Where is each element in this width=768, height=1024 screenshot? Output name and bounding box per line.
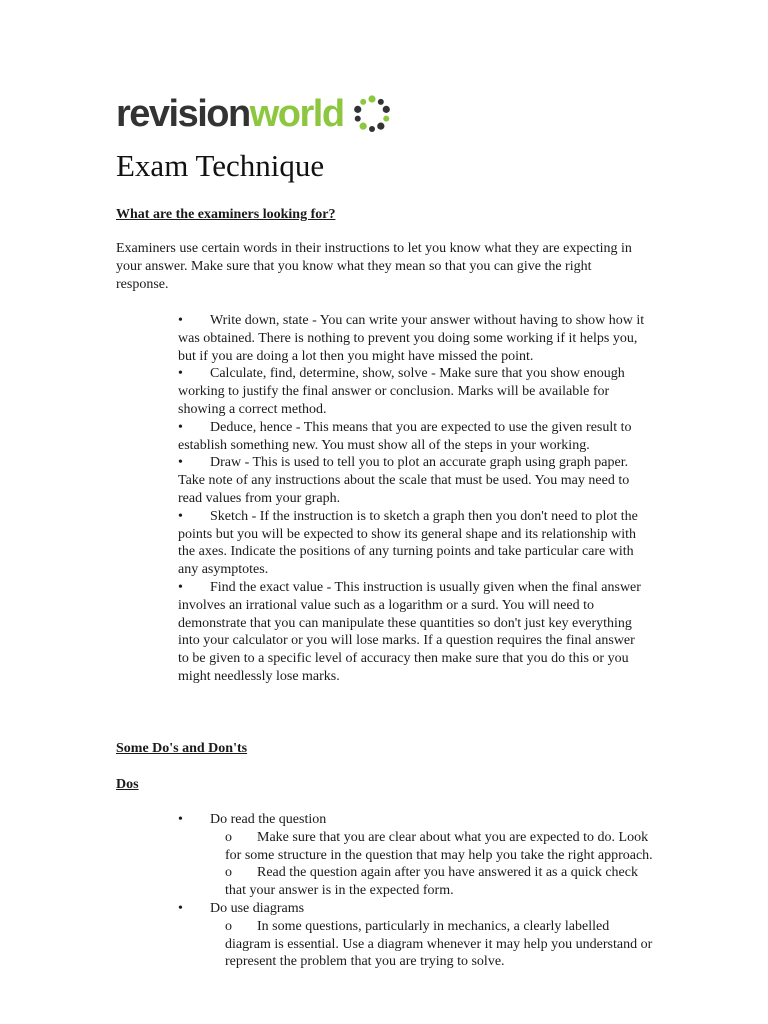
logo-dot [377, 99, 383, 105]
list-item [178, 811, 658, 900]
bullet-icon: • [178, 508, 183, 524]
list-item [178, 419, 648, 455]
logo-text-revision: revision [116, 93, 250, 135]
logo-dot [383, 116, 389, 122]
sub-list-item [225, 864, 658, 900]
list-item-label: Do read the question [210, 812, 327, 827]
sub-list-item-text: In some questions, particularly in mechanics, a clearly labelled diagram is essential. Use a diagram whenever it may help you understand or represent the problem that you are trying to solve. [225, 918, 653, 970]
bullet-icon: • [178, 900, 183, 916]
dotted-ring-logo-icon [352, 94, 392, 134]
section-heading-examiners: What are the examiners looking for? [116, 207, 336, 222]
intro-paragraph: Examiners use certain words in their instructions to let you know what they are expecting in your answer. Make sure that you know what they mean so that you can give the right response. [116, 241, 632, 292]
circle-bullet-icon: o [225, 918, 232, 934]
list-item-text: Find the exact value - This instruction is usually given when the final answer involves an irrational value such as a logarithm or a surd. You will need to demonstrate that you can manipulate these quantities so don't just key everything into your calculator or you will lose marks. If a question requires the final answer to be given to a specific level of accuracy then make sure that you do this or you might needlessly lose marks. [178, 579, 641, 684]
bullet-icon: • [178, 579, 183, 595]
list-item [178, 312, 648, 365]
sub-list-item [225, 829, 658, 865]
section-heading-dos-donts: Some Do's and Don'ts [116, 741, 248, 756]
logo-dot [382, 106, 389, 113]
logo-dot [377, 123, 384, 130]
section-subheading-dos: Dos [116, 777, 139, 792]
list-item [178, 365, 648, 418]
list-item-text: Deduce, hence - This means that you are expected to use the given result to establish something new. You must show all of the steps in your working. [178, 419, 632, 453]
sub-list-item [225, 918, 658, 971]
logo-dot [368, 95, 375, 102]
dos-list [178, 811, 658, 971]
list-item-text: Sketch - If the instruction is to sketch a graph then you don't need to plot the points but you will be expected to show its general shape and its relationship with the axes. Indicate the positions of any turning points and take particular care with any asymptotes. [178, 508, 638, 578]
bullet-icon: • [178, 419, 183, 435]
logo-wordmark [116, 95, 344, 133]
sub-list [210, 829, 658, 900]
list-item [178, 900, 658, 971]
bullet-icon: • [178, 455, 183, 471]
circle-bullet-icon: o [225, 829, 232, 845]
bullet-icon: • [178, 313, 183, 328]
logo-dot [354, 106, 361, 113]
instruction-words-list [178, 312, 648, 686]
list-item-label: Do use diagrams [210, 900, 305, 916]
list-item-text: Write down, state - You can write your answer without having to show how it was obtained. There is nothing to prevent you doing some working if it helps you, but if you are doing a lot then you might have missed the point. [178, 313, 645, 364]
list-item [178, 508, 648, 579]
logo-dot [360, 99, 366, 105]
sub-list-item-text: Make sure that you are clear about what you are expected to do. Look for some structure in the question that may help you take the right approach. [225, 829, 653, 863]
revisionworld-logo [116, 92, 392, 136]
list-item-text: Calculate, find, determine, show, solve - Make sure that you show enough working to justify the final answer or conclusion. Marks will be available for showing a correct method. [178, 366, 625, 417]
page-title: Exam Technique [116, 148, 325, 183]
list-item-text: Draw - This is used to tell you to plot an accurate graph using graph paper. Take note of any instructions about the scale that must be used. You may need to read values from your graph. [178, 455, 630, 506]
list-item [178, 454, 648, 507]
logo-dot [369, 126, 375, 132]
sub-list-item-text: Read the question again after you have answered it as a quick check that your answer is in the expected form. [225, 865, 638, 899]
sub-list [210, 918, 658, 971]
list-item [178, 579, 648, 686]
logo-dot [359, 123, 366, 130]
bullet-icon: • [178, 366, 183, 382]
bullet-icon: • [178, 812, 183, 827]
circle-bullet-icon: o [225, 865, 232, 881]
logo-dot [354, 116, 360, 122]
logo-text-world: world [249, 93, 344, 135]
